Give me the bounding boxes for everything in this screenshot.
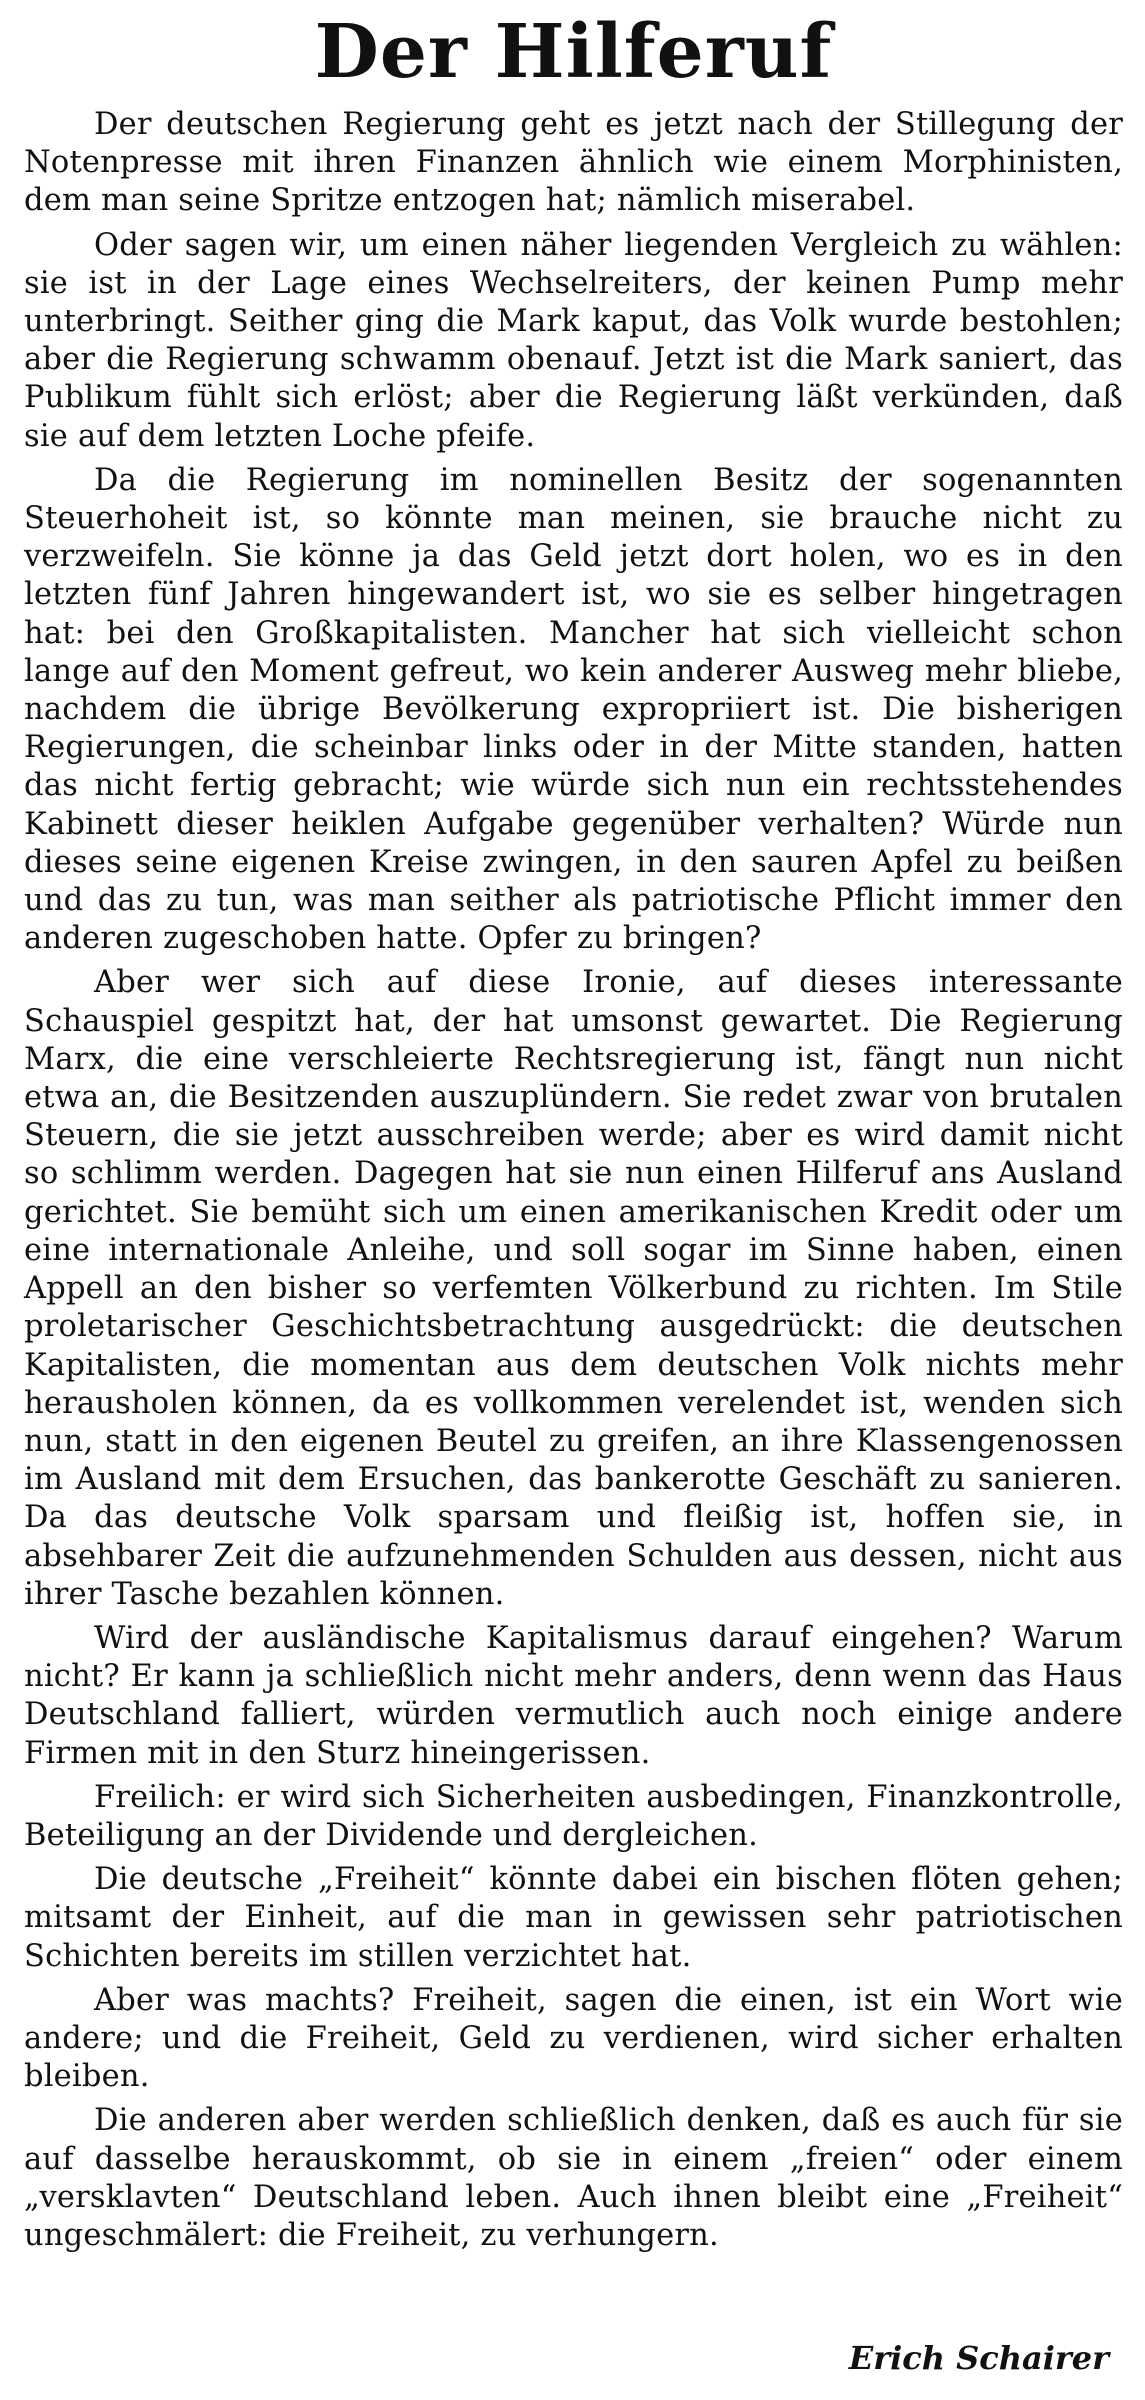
article-paragraph-6: Freilich: er wird sich Sicherheiten ausbedingen, Finanzkontrolle, Beteiligung an der Dividende und dergleichen. bbox=[24, 1779, 1123, 1853]
article-paragraph-2: Oder sagen wir, um einen näher liegenden Vergleich zu wählen: sie ist in der Lage eines Wechselreiters, der keinen Pump mehr unterbringt. Seither ging die Mark kaput, das Volk wurde bestohlen; aber die Regierung schwamm obenauf. Jetzt ist die Mark saniert, das Publikum fühlt sich erlöst; aber die Regierung läßt verkünden, daß sie auf dem letzten Loche pfeife. bbox=[24, 227, 1123, 454]
article-paragraph-9: Die anderen aber werden schließlich denken, daß es auch für sie auf dasselbe herauskommt, ob sie in einem „freien“ oder einem „versklavten“ Deutschland leben. Auch ihnen bleibt eine „Freiheit“ ungeschmälert: die Freiheit, zu verhungern. bbox=[24, 2103, 1123, 2253]
article-paragraph-7: Die deutsche „Freiheit“ könnte dabei ein bischen flöten gehen; mitsamt der Einheit, auf die man in gewissen sehr patriotischen Schichten bereits im stillen verzichtet hat. bbox=[24, 1862, 1123, 1974]
article-paragraph-8: Aber was machts? Freiheit, sagen die einen, ist ein Wort wie andere; und die Freiheit, Geld zu verdienen, wird sicher erhalten bleiben. bbox=[24, 1982, 1123, 2095]
article-paragraph-1: Der deutschen Regierung geht es jetzt nach der Stillegung der Notenpresse mit ihren Finanzen ähnlich wie einem Morphinisten, dem man seine Spritze entzogen hat; nämlich miserabel. bbox=[24, 107, 1123, 219]
article-body bbox=[24, 106, 1123, 2255]
article-paragraph-3: Da die Regierung im nominellen Besitz der sogenannten Steuerhoheit ist, so könnte man meinen, sie brauche nicht zu verzweifeln. Sie könne ja das Geld jetzt dort holen, wo es in den letzten fünf Jahren hingewandert ist, wo sie es selber hingetragen hat: bei den Großkapitalisten. Mancher hat sich vielleicht schon lange auf den Moment gefreut, wo kein anderer Ausweg mehr bliebe, nachdem die übrige Bevölkerung expropriiert ist. Die bisherigen Regierungen, die scheinbar links oder in der Mitte standen, hatten das nicht fertig gebracht; wie würde sich nun ein rechtsstehendes Kabinett dieser heiklen Aufgabe gegenüber verhalten? Würde nun dieses seine eigenen Kreise zwingen, in den sauren Apfel zu beißen und das zu tun, was man seither als patriotische Pflicht immer den anderen zugeschoben hatte. Opfer zu bringen? bbox=[24, 462, 1123, 957]
article-headline: Der Hilferuf bbox=[314, 9, 833, 95]
author-signature: Erich Schairer bbox=[848, 2339, 1109, 2377]
article-paragraph-4: Aber wer sich auf diese Ironie, auf dieses interessante Schauspiel gespitzt hat, der hat umsonst gewartet. Die Regierung Marx, die eine verschleierte Rechtsregierung ist, fängt nun nicht etwa an, die Besitzenden auszuplündern. Sie redet zwar von brutalen Steuern, die sie jetzt ausschreiben werde; aber es wird damit nicht so schlimm werden. Dagegen hat sie nun einen Hilferuf ans Ausland gerichtet. Sie bemüht sich um einen amerikanischen Kredit oder um eine internationale Anleihe, und soll sogar im Sinne haben, einen Appell an den bisher so verfemten Völkerbund zu richten. Im Stile proletarischer Geschichtsbetrachtung ausgedrückt: die deutschen Kapitalisten, die momentan aus dem deutschen Volk nichts mehr herausholen können, da es vollkommen verelendet ist, wenden sich nun, statt in den eigenen Beutel zu greifen, an ihre Klassengenossen im Ausland mit dem Ersuchen, das bankerotte Geschäft zu sanieren. Da das deutsche Volk sparsam und fleißig ist, hoffen sie, in absehbarer Zeit die aufzunehmenden Schulden aus dessen, nicht aus ihrer Tasche bezahlen können. bbox=[24, 965, 1123, 1612]
article-paragraph-5: Wird der ausländische Kapitalismus darauf eingehen? Warum nicht? Er kann ja schließlich nicht mehr anders, denn wenn das Haus Deutschland falliert, würden vermutlich auch noch einige andere Firmen mit in den Sturz hineingerissen. bbox=[24, 1620, 1123, 1771]
